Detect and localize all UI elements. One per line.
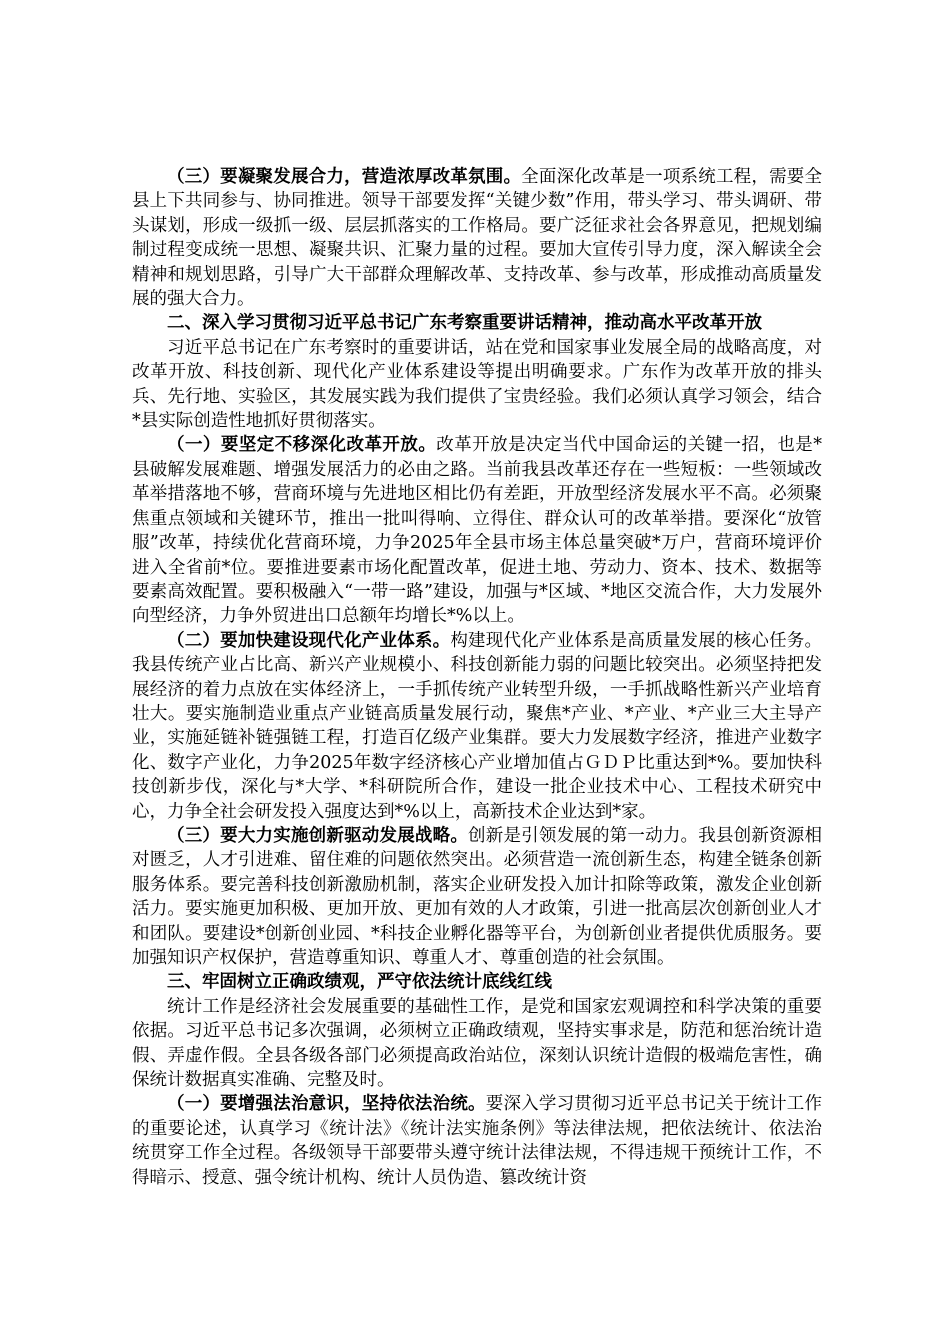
- paragraph: [132, 1092, 822, 1190]
- paragraph-text: 构建现代化产业体系是高质量发展的核心任务。我县传统产业占比高、新兴产业规模小、科技创新能力弱的问题比较突出。必须坚持把发展经济的着力点放在实体经济上，一手抓传统产业转型升级，一手抓战略性新兴产业培育壮大。要实施制造业重点产业链高质量发展行动，聚焦*产业、*产业、*产业三大主导产业，实施延链补链强链工程，打造百亿级产业集群。要大力发展数字经济，推进产业数字化、数字产业化，力争2025年数字经济核心产业增加值占ＧＤＰ比重达到*%。要加快科技创新步伐，深化与*大学、*科研院所合作，建设一批企业技术中心、工程技术研究中心，力争全社会研发投入强度达到*%以上，高新技术企业达到*家。: [132, 630, 823, 822]
- paragraph: [132, 824, 822, 970]
- document-page: [132, 165, 822, 1190]
- paragraph-lead: （二）要加快建设现代化产业体系。: [167, 630, 451, 651]
- paragraph-lead: （三）要大力实施创新驱动发展战略。: [167, 825, 469, 846]
- paragraph-text: 要深入学习贯彻习近平总书记关于统计工作的重要论述，认真学习《统计法》《统计法实施条例》等法律法规，把依法统计、依法治统贯穿工作全过程。各级领导干部要带头遵守统计法律法规，不得违规干预统计工作，不得暗示、授意、强令统计机构、统计人员伪造、篡改统计资: [132, 1094, 822, 1188]
- paragraph-lead: （三）要凝聚发展合力，营造浓厚改革氛围。: [167, 167, 522, 187]
- paragraph: [132, 433, 822, 628]
- paragraph: [132, 629, 822, 824]
- paragraph-text: 习近平总书记在广东考察时的重要讲话，站在党和国家事业发展全局的战略高度，对改革开放、科技创新、现代化产业体系建设等提出明确要求。广东作为改革开放的排头兵、先行地、实验区，其发展实践为我们提供了宝贵经验。我们必须认真学习领会，结合*县实际创造性地抓好贯彻落实。: [132, 337, 822, 432]
- paragraph: [132, 165, 822, 311]
- paragraph-text: 创新是引领发展的第一动力。我县创新资源相对匮乏，人才引进难、留住难的问题依然突出。必须营造一流创新生态，构建全链条创新服务体系。要完善科技创新激励机制，落实企业研发投入加计扣除等政策，激发企业创新活力。要实施更加积极、更加开放、更加有效的人才政策，引进一批高层次创新创业人才和团队。要建设*创新创业园、*科技企业孵化器等平台，为创新创业者提供优质服务。要加强知识产权保护，营造尊重知识、尊重人才、尊重创造的社会氛围。: [132, 825, 823, 968]
- paragraph-text: 统计工作是经济社会发展重要的基础性工作，是党和国家宏观调控和科学决策的重要依据。习近平总书记多次强调，必须树立正确政绩观，坚持实事求是，防范和惩治统计造假、弄虚作假。全县各级各部门必须提高政治站位，深刻认识统计造假的极端危害性，确保统计数据真实准确、完整及时。: [132, 996, 822, 1091]
- paragraph-lead: （一）要坚定不移深化改革开放。: [167, 435, 437, 456]
- paragraph: [132, 336, 822, 434]
- paragraph: [132, 995, 822, 1093]
- section-heading: 二、深入学习贯彻习近平总书记广东考察重要讲话精神，推动高水平改革开放: [167, 313, 762, 334]
- paragraph-text: 改革开放是决定当代中国命运的关键一招，也是*县破解发展难题、增强发展活力的必由之路。当前我县改革还存在一些短板：一些领域改革举措落地不够，营商环境与先进地区相比仍有差距，开放型经济发展水平不高。必须聚焦重点领域和关键环节，推出一批叫得响、立得住、群众认可的改革举措。要深化“放管服”改革，持续优化营商环境，力争2025年全县市场主体总量突破*万户，营商环境评价进入全省前*位。要推进要素市场化配置改革，促进土地、劳动力、资本、技术、数据等要素高效配置。要积极融入“一带一路”建设，加强与*区域、*地区交流合作，大力发展外向型经济，力争外贸进出口总额年均增长*%以上。: [132, 435, 823, 627]
- section-heading: 三、牢固树立正确政绩观，严守依法统计底线红线: [167, 972, 552, 993]
- paragraph-text: 全面深化改革是一项系统工程，需要全县上下共同参与、协同推进。领导干部要发挥“关键少数”作用，带头学习、带头调研、带头谋划，形成一级抓一级、层层抓落实的工作格局。要广泛征求社会各界意见，把规划编制过程变成统一思想、凝聚共识、汇聚力量的过程。要加大宣传引导力度，深入解读全会精神和规划思路，引导广大干部群众理解改革、支持改革、参与改革，形成推动高质量发展的强大合力。: [132, 167, 823, 310]
- paragraph-lead: （一）要增强法治意识，坚持依法治统。: [167, 1094, 486, 1115]
